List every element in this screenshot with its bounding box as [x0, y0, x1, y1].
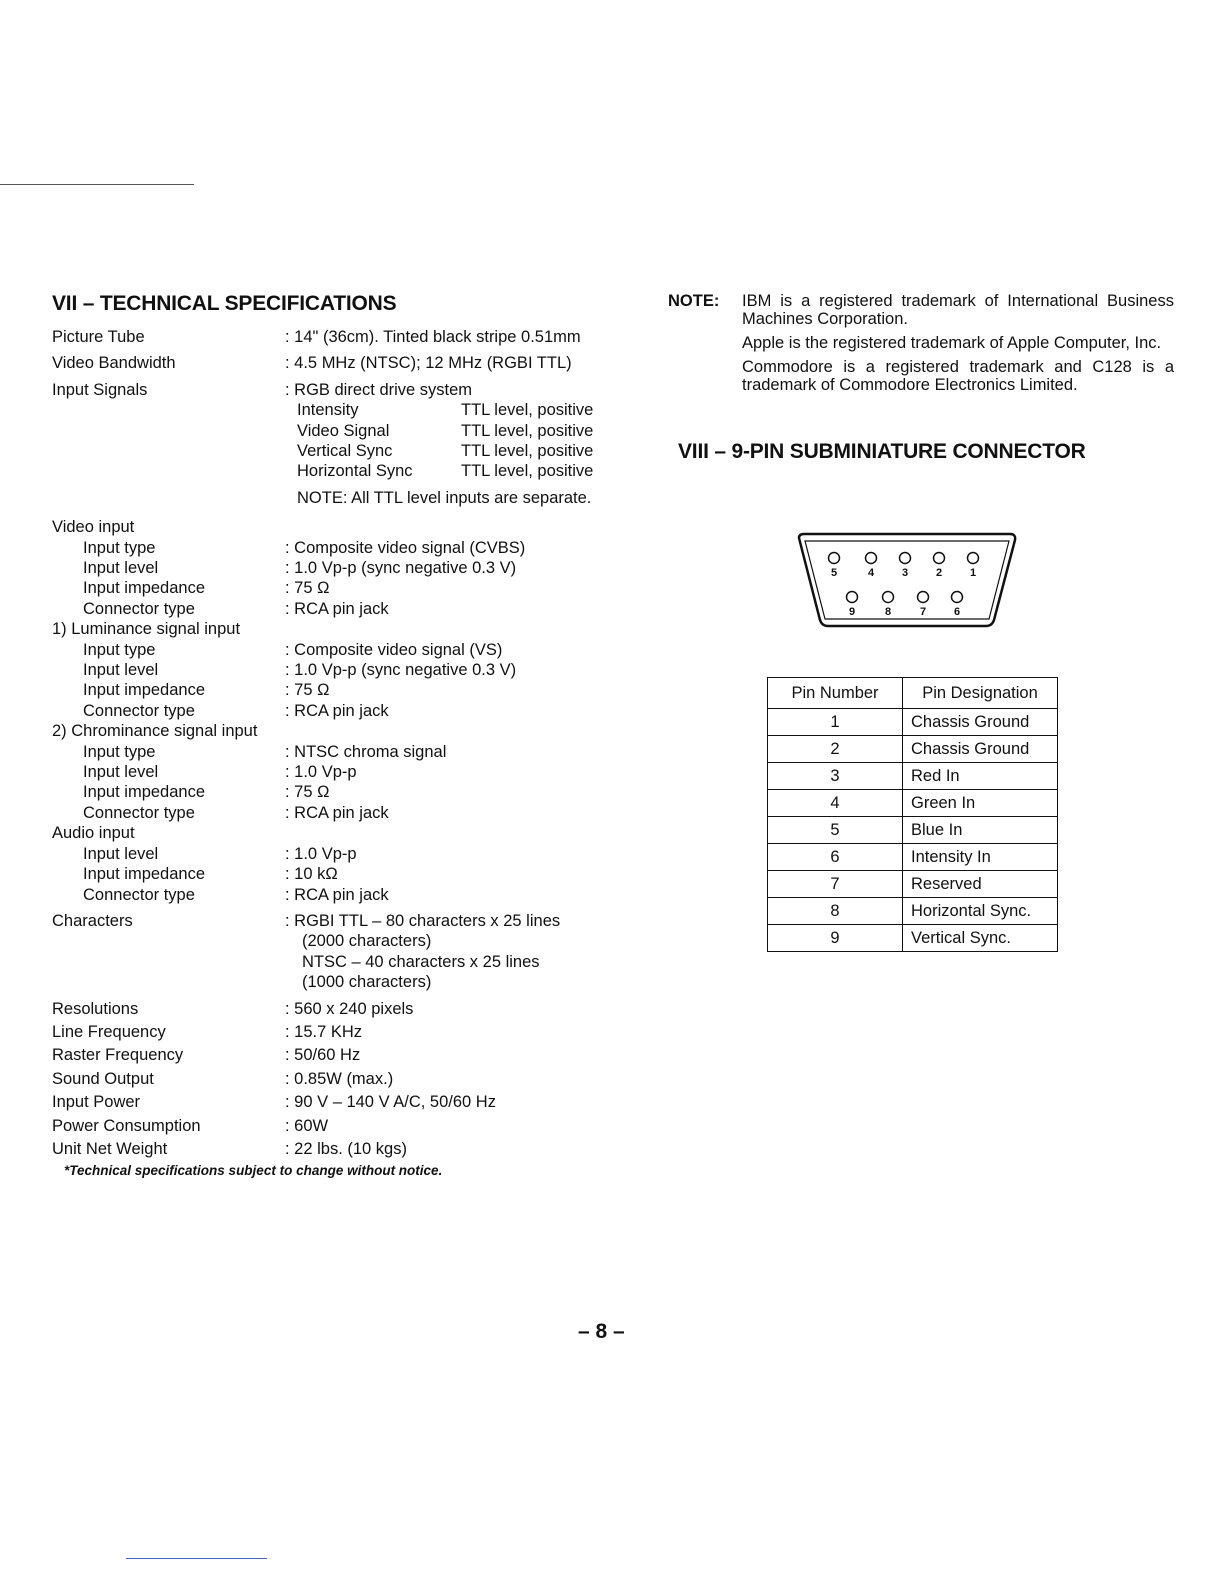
spec-label: Input level	[83, 763, 159, 782]
signal-name: Vertical Sync	[297, 442, 393, 461]
spec-input-power	[52, 1092, 652, 1112]
ttl-note	[52, 488, 652, 508]
pin-number: 4	[768, 790, 903, 817]
signal-item	[52, 461, 652, 481]
pin-hole	[968, 553, 979, 564]
spec-value: : 50/60 Hz	[285, 1046, 361, 1065]
spec-resolutions	[52, 999, 652, 1019]
table-row	[768, 709, 1058, 736]
connector-diagram	[796, 532, 1020, 632]
spec-label: Unit Net Weight	[52, 1139, 168, 1158]
spec-label: Input level	[83, 559, 159, 578]
pin-number: 7	[768, 871, 903, 898]
pin-label: 2	[935, 567, 943, 579]
spec-value: : 4.5 MHz (NTSC); 12 MHz (RGBI TTL)	[285, 354, 572, 373]
spec-label: Power Consumption	[52, 1116, 201, 1135]
spec-row	[52, 803, 652, 823]
pin-number: 8	[768, 898, 903, 925]
spec-value: : NTSC chroma signal	[285, 742, 447, 761]
spec-value: : RGBI TTL – 80 characters x 25 lines	[285, 911, 561, 930]
pin-number: 6	[768, 844, 903, 871]
characters-line	[52, 952, 652, 972]
spec-label: Raster Frequency	[52, 1046, 184, 1065]
spec-input-signals	[52, 380, 652, 400]
spec-row	[52, 578, 652, 598]
group-label: Audio input	[52, 824, 135, 843]
spec-label: Connector type	[83, 885, 195, 904]
signal-name: Horizontal Sync	[297, 462, 413, 481]
spec-label: Input impedance	[83, 681, 206, 700]
luminance-heading	[52, 619, 652, 639]
signal-item	[52, 441, 652, 461]
table-header-row	[768, 678, 1058, 709]
spec-value: : 75 Ω	[285, 579, 330, 598]
spec-characters	[52, 911, 652, 931]
note-paragraph: Commodore is a registered trademark and C128 is a trademark of Commodore Electronics Limited.	[742, 358, 1174, 394]
pin-designation: Vertical Sync.	[903, 925, 1058, 952]
spec-label: Video Bandwidth	[52, 354, 176, 373]
pin-number: 9	[768, 925, 903, 952]
characters-line	[52, 931, 652, 951]
note-body	[742, 292, 1174, 394]
spec-value: : 1.0 Vp-p (sync negative 0.3 V)	[285, 559, 517, 578]
pin-hole	[918, 592, 929, 603]
spec-label: Input type	[83, 640, 156, 659]
pin-designation: Red In	[903, 763, 1058, 790]
spec-label: Input level	[83, 661, 159, 680]
spec-value: : 1.0 Vp-p	[285, 844, 357, 863]
pin-hole	[883, 592, 894, 603]
table-row	[768, 763, 1058, 790]
spec-value: : 75 Ω	[285, 681, 330, 700]
spec-value: : 22 lbs. (10 kgs)	[285, 1139, 407, 1158]
signal-name: Video Signal	[297, 421, 390, 440]
spec-row	[52, 701, 652, 721]
specs-section-title: VII – TECHNICAL SPECIFICATIONS	[52, 292, 397, 315]
spec-label: Resolutions	[52, 999, 139, 1018]
table-row	[768, 790, 1058, 817]
pin-label: 7	[919, 606, 927, 618]
spec-label: Input Power	[52, 1093, 141, 1112]
signal-value: TTL level, positive	[461, 462, 594, 481]
spec-line-frequency	[52, 1022, 652, 1042]
signal-item	[52, 400, 652, 420]
spec-label: Line Frequency	[52, 1022, 166, 1041]
spec-value: : Composite video signal (CVBS)	[285, 538, 526, 557]
spec-value: : RCA pin jack	[285, 885, 389, 904]
spec-label: Input Signals	[52, 380, 148, 399]
spec-label: Connector type	[83, 803, 195, 822]
spec-value: : Composite video signal (VS)	[285, 640, 503, 659]
spec-power-consumption	[52, 1116, 652, 1136]
page-number: – 8 –	[578, 1320, 625, 1343]
pin-number: 1	[768, 709, 903, 736]
pin-designation: Chassis Ground	[903, 736, 1058, 763]
spec-value: : 560 x 240 pixels	[285, 999, 414, 1018]
spec-label: Input level	[83, 844, 159, 863]
spec-label: Input impedance	[83, 865, 206, 884]
trademark-note	[668, 292, 1188, 400]
spec-label: Input type	[83, 538, 156, 557]
spec-value: : 0.85W (max.)	[285, 1069, 394, 1088]
pin-number: 3	[768, 763, 903, 790]
spec-value: NTSC – 40 characters x 25 lines	[302, 952, 540, 971]
video-input-heading	[52, 517, 652, 537]
spec-value: : 90 V – 140 V A/C, 50/60 Hz	[285, 1093, 496, 1112]
spec-value: : 15.7 KHz	[285, 1022, 363, 1041]
spec-row	[52, 742, 652, 762]
table-row	[768, 898, 1058, 925]
pin-designation: Reserved	[903, 871, 1058, 898]
spec-video-bandwidth	[52, 353, 652, 373]
pin-number: 5	[768, 817, 903, 844]
table-row	[768, 925, 1058, 952]
table-row	[768, 871, 1058, 898]
note-paragraph: IBM is a registered trademark of International Business Machines Corporation.	[742, 292, 1174, 328]
spec-unit-net-weight	[52, 1139, 652, 1159]
top-rule	[0, 184, 194, 185]
spec-row	[52, 885, 652, 905]
spec-value: : 60W	[285, 1116, 329, 1135]
spec-value: (1000 characters)	[302, 973, 432, 992]
spec-row	[52, 660, 652, 680]
spec-row	[52, 680, 652, 700]
note-paragraph: Apple is the registered trademark of Apple Computer, Inc.	[742, 334, 1162, 352]
spec-value: : 1.0 Vp-p	[285, 763, 357, 782]
spec-value: : RCA pin jack	[285, 803, 389, 822]
table-row	[768, 844, 1058, 871]
signal-item	[52, 421, 652, 441]
characters-line	[52, 972, 652, 992]
signal-value: TTL level, positive	[461, 401, 594, 420]
spacer	[52, 508, 652, 517]
pin-hole	[900, 553, 911, 564]
table-row	[768, 817, 1058, 844]
spec-value: : 14" (36cm). Tinted black stripe 0.51mm	[285, 328, 581, 346]
signal-value: TTL level, positive	[461, 442, 594, 461]
pin-label: 1	[969, 567, 977, 579]
signal-name: Intensity	[297, 401, 359, 420]
pin-number: 2	[768, 736, 903, 763]
connector-section-title: VIII – 9-PIN SUBMINIATURE CONNECTOR	[678, 440, 1086, 463]
spec-row	[52, 864, 652, 884]
spec-picture-tube	[52, 327, 652, 347]
spec-value: : RGB direct drive system	[285, 380, 473, 399]
column-header: Pin Designation	[903, 678, 1058, 709]
pin-designation: Green In	[903, 790, 1058, 817]
group-label: Video input	[52, 518, 135, 537]
pin-hole	[866, 553, 877, 564]
pin-label: 8	[884, 606, 892, 618]
spec-label: Characters	[52, 911, 133, 930]
specs-list	[52, 327, 652, 1159]
bottom-rule	[126, 1558, 267, 1559]
pin-label: 5	[830, 567, 838, 579]
table-row	[768, 736, 1058, 763]
spec-value: : 75 Ω	[285, 783, 330, 802]
group-label: 2) Chrominance signal input	[52, 722, 258, 741]
spec-label: Input impedance	[83, 579, 206, 598]
signal-value: TTL level, positive	[461, 421, 594, 440]
pin-designation: Chassis Ground	[903, 709, 1058, 736]
ttl-note-text: NOTE: All TTL level inputs are separate.	[297, 488, 592, 507]
pin-label: 3	[901, 567, 909, 579]
pin-hole	[829, 553, 840, 564]
audio-input-heading	[52, 823, 652, 843]
spec-value: : RCA pin jack	[285, 701, 389, 720]
spec-sound-output	[52, 1069, 652, 1089]
footnote: *Technical specifications subject to change without notice.	[64, 1163, 443, 1178]
note-label: NOTE:	[668, 292, 720, 310]
pin-label: 4	[867, 567, 875, 579]
spec-label: Input type	[83, 742, 156, 761]
spec-value: : 10 kΩ	[285, 865, 338, 884]
spec-value: (2000 characters)	[302, 932, 432, 951]
pin-hole	[934, 553, 945, 564]
pin-hole	[847, 592, 858, 603]
spec-raster-frequency	[52, 1045, 652, 1065]
pin-label: 6	[953, 606, 961, 618]
spec-row	[52, 782, 652, 802]
spec-label: Picture Tube	[52, 328, 145, 346]
spec-row	[52, 762, 652, 782]
chrominance-heading	[52, 721, 652, 741]
pin-designation: Intensity In	[903, 844, 1058, 871]
spec-row	[52, 558, 652, 578]
spec-label: Input impedance	[83, 783, 206, 802]
spec-value: : 1.0 Vp-p (sync negative 0.3 V)	[285, 661, 517, 680]
group-label: 1) Luminance signal input	[52, 620, 241, 639]
spec-row	[52, 538, 652, 558]
spec-label: Connector type	[83, 599, 195, 618]
spec-row	[52, 844, 652, 864]
column-header: Pin Number	[768, 678, 903, 709]
spec-label: Sound Output	[52, 1069, 154, 1088]
pin-table	[767, 677, 1058, 952]
pin-designation: Blue In	[903, 817, 1058, 844]
spec-row	[52, 599, 652, 619]
spec-row	[52, 640, 652, 660]
pin-hole	[952, 592, 963, 603]
spec-label: Connector type	[83, 701, 195, 720]
pin-designation: Horizontal Sync.	[903, 898, 1058, 925]
spec-value: : RCA pin jack	[285, 599, 389, 618]
pin-label: 9	[848, 606, 856, 618]
